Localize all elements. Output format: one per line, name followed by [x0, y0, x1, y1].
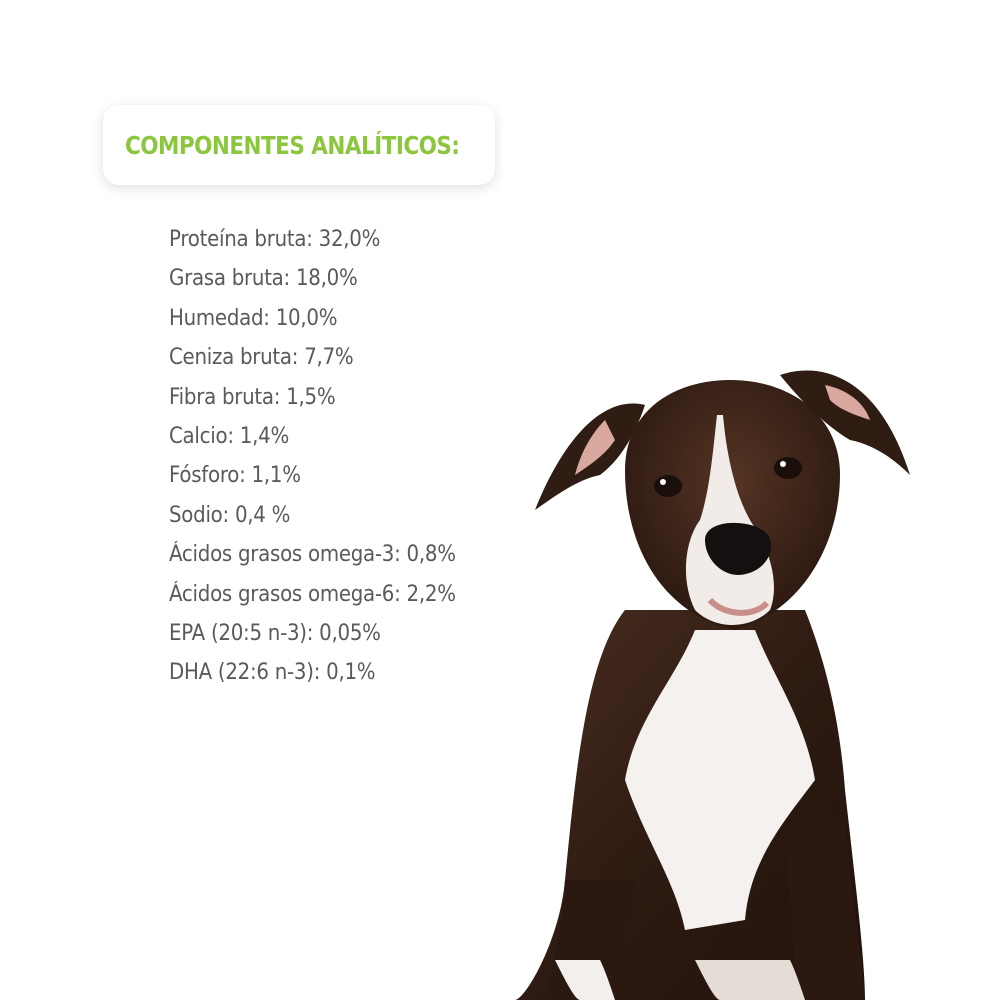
component-ash: Ceniza bruta: 7,7%: [169, 345, 354, 371]
analytical-components-list: [169, 222, 488, 695]
component-omega3: Ácidos grasos omega-3: 0,8%: [169, 542, 456, 568]
component-sodium: Sodio: 0,4 %: [169, 502, 291, 528]
component-phosphorus: Fósforo: 1,1%: [169, 463, 301, 489]
component-dha: DHA (22:6 n-3): 0,1%: [169, 660, 376, 686]
component-epa: EPA (20:5 n-3): 0,05%: [169, 620, 381, 646]
component-moisture: Humedad: 10,0%: [169, 305, 338, 331]
heading: COMPONENTES ANALÍTICOS:: [125, 130, 460, 160]
component-fiber: Fibra bruta: 1,5%: [169, 384, 336, 410]
dog-photo: [505, 360, 925, 1000]
component-fat: Grasa bruta: 18,0%: [169, 266, 358, 292]
component-protein: Proteína bruta: 32,0%: [169, 227, 381, 252]
component-calcium: Calcio: 1,4%: [169, 423, 289, 449]
component-omega6: Ácidos grasos omega-6: 2,2%: [169, 581, 456, 607]
heading-card: [103, 105, 495, 185]
